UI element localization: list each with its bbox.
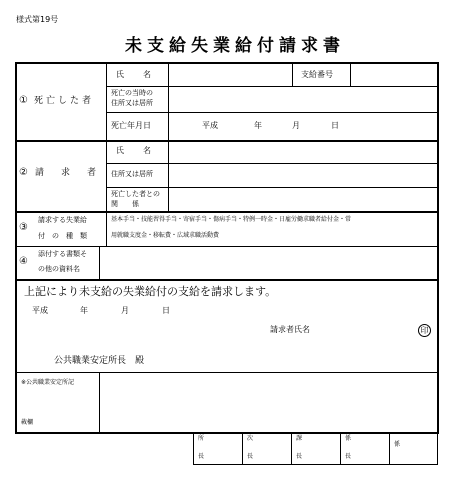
date-era: 平成 (32, 306, 48, 315)
section3-content-2[interactable]: 用就職支度金・移転費・広域求職活動費 (111, 232, 220, 239)
office-note-1: ※公共職業安定所記 (21, 379, 75, 386)
death-date-field[interactable] (170, 114, 437, 139)
row-line (106, 86, 439, 87)
approval-cell-top: 所 (198, 435, 205, 442)
row-line (15, 211, 439, 213)
approval-cell-bottom: 長 (198, 453, 205, 460)
death-date-year: 年 (254, 121, 262, 130)
death-date-era: 平成 (202, 121, 218, 130)
approval-cell-deputy[interactable] (242, 432, 291, 465)
date-day: 日 (162, 306, 170, 315)
page-title: 未支給失業給付請求書 (125, 36, 345, 56)
row-line (106, 112, 439, 113)
section3-label-2: 付 の 種 類 (38, 232, 87, 240)
approval-row (193, 432, 438, 465)
section1-addr-label-2: 住所又は居所 (111, 99, 153, 107)
section1-name-label: 氏 名 (116, 70, 152, 79)
death-date-month: 月 (292, 121, 300, 130)
approval-cell-staff[interactable] (389, 432, 438, 465)
section2-num: ② (19, 167, 28, 178)
seal-mark: 印 (418, 324, 431, 337)
row-line (15, 372, 439, 373)
approval-cell-bottom: 長 (247, 453, 254, 460)
date-year: 年 (80, 306, 88, 315)
deceased-address-field[interactable] (170, 88, 437, 111)
section1-label: 死亡した者 (34, 96, 95, 106)
section3-label-1: 請求する失業給 (38, 216, 87, 224)
col-line (168, 62, 169, 211)
col-line (106, 62, 107, 246)
section1-num: ① (19, 95, 28, 106)
section2-label: 請 求 者 (35, 168, 101, 178)
approval-cell-bottom: 長 (296, 453, 303, 460)
row-line (106, 163, 439, 164)
death-date-day: 日 (331, 121, 339, 130)
section1-pay-no-label: 支給番号 (301, 70, 333, 79)
approval-cell-top: 係 (394, 441, 401, 448)
col-line (99, 372, 100, 434)
section2-rel-label-1: 死亡した者との (111, 190, 160, 198)
claimant-name-field[interactable] (170, 142, 437, 162)
section1-addr-label-1: 死亡の当時の (111, 89, 153, 97)
attachments-field[interactable] (101, 248, 437, 278)
section2-addr-label: 住所又は居所 (111, 170, 153, 178)
row-line (15, 246, 439, 247)
col-line (99, 246, 100, 279)
section4-label-2: の他の資料名 (38, 265, 80, 273)
section4-label-1: 添付する書類そ (38, 250, 87, 258)
approval-cell-top: 次 (247, 435, 254, 442)
office-note-2: 載欄 (21, 419, 34, 426)
row-line (106, 187, 439, 188)
claimant-address-field[interactable] (170, 165, 437, 186)
claimant-name-label: 請求者氏名 (270, 325, 310, 334)
section2-rel-label-2: 関 係 (111, 200, 139, 208)
approval-cell-director[interactable] (193, 432, 242, 465)
date-month: 月 (121, 306, 129, 315)
pay-number-field[interactable] (352, 64, 437, 85)
section4-num: ④ (19, 256, 28, 267)
section2-name-label: 氏 名 (116, 146, 152, 155)
claim-date-field[interactable] (28, 302, 178, 318)
deceased-name-field[interactable] (170, 64, 291, 85)
approval-cell-top: 課 (296, 435, 303, 442)
col-line (292, 62, 293, 86)
addressee: 公共職業安定所長 殿 (54, 356, 145, 366)
approval-cell-section-chief[interactable] (291, 432, 340, 465)
approval-cell-unit-chief[interactable] (340, 432, 389, 465)
office-use-field[interactable] (101, 374, 437, 432)
form-number: 様式第19号 (16, 15, 59, 24)
section3-content-1[interactable]: 基本手当・技能習得手当・寄宿手当・傷病手当・特例一時金・日雇労働求職者給付金・常 (111, 216, 352, 223)
section1-death-date-label: 死亡年月日 (111, 121, 151, 130)
claimant-signature-field[interactable] (318, 322, 414, 338)
col-line (350, 62, 351, 86)
statement: 上記により未支給の失業給付の支給を請求します。 (24, 285, 277, 298)
row-line (15, 279, 439, 281)
relationship-field[interactable] (170, 189, 437, 210)
section3-num: ③ (19, 222, 28, 233)
approval-cell-top: 係 (345, 435, 352, 442)
approval-cell-bottom: 長 (345, 453, 352, 460)
